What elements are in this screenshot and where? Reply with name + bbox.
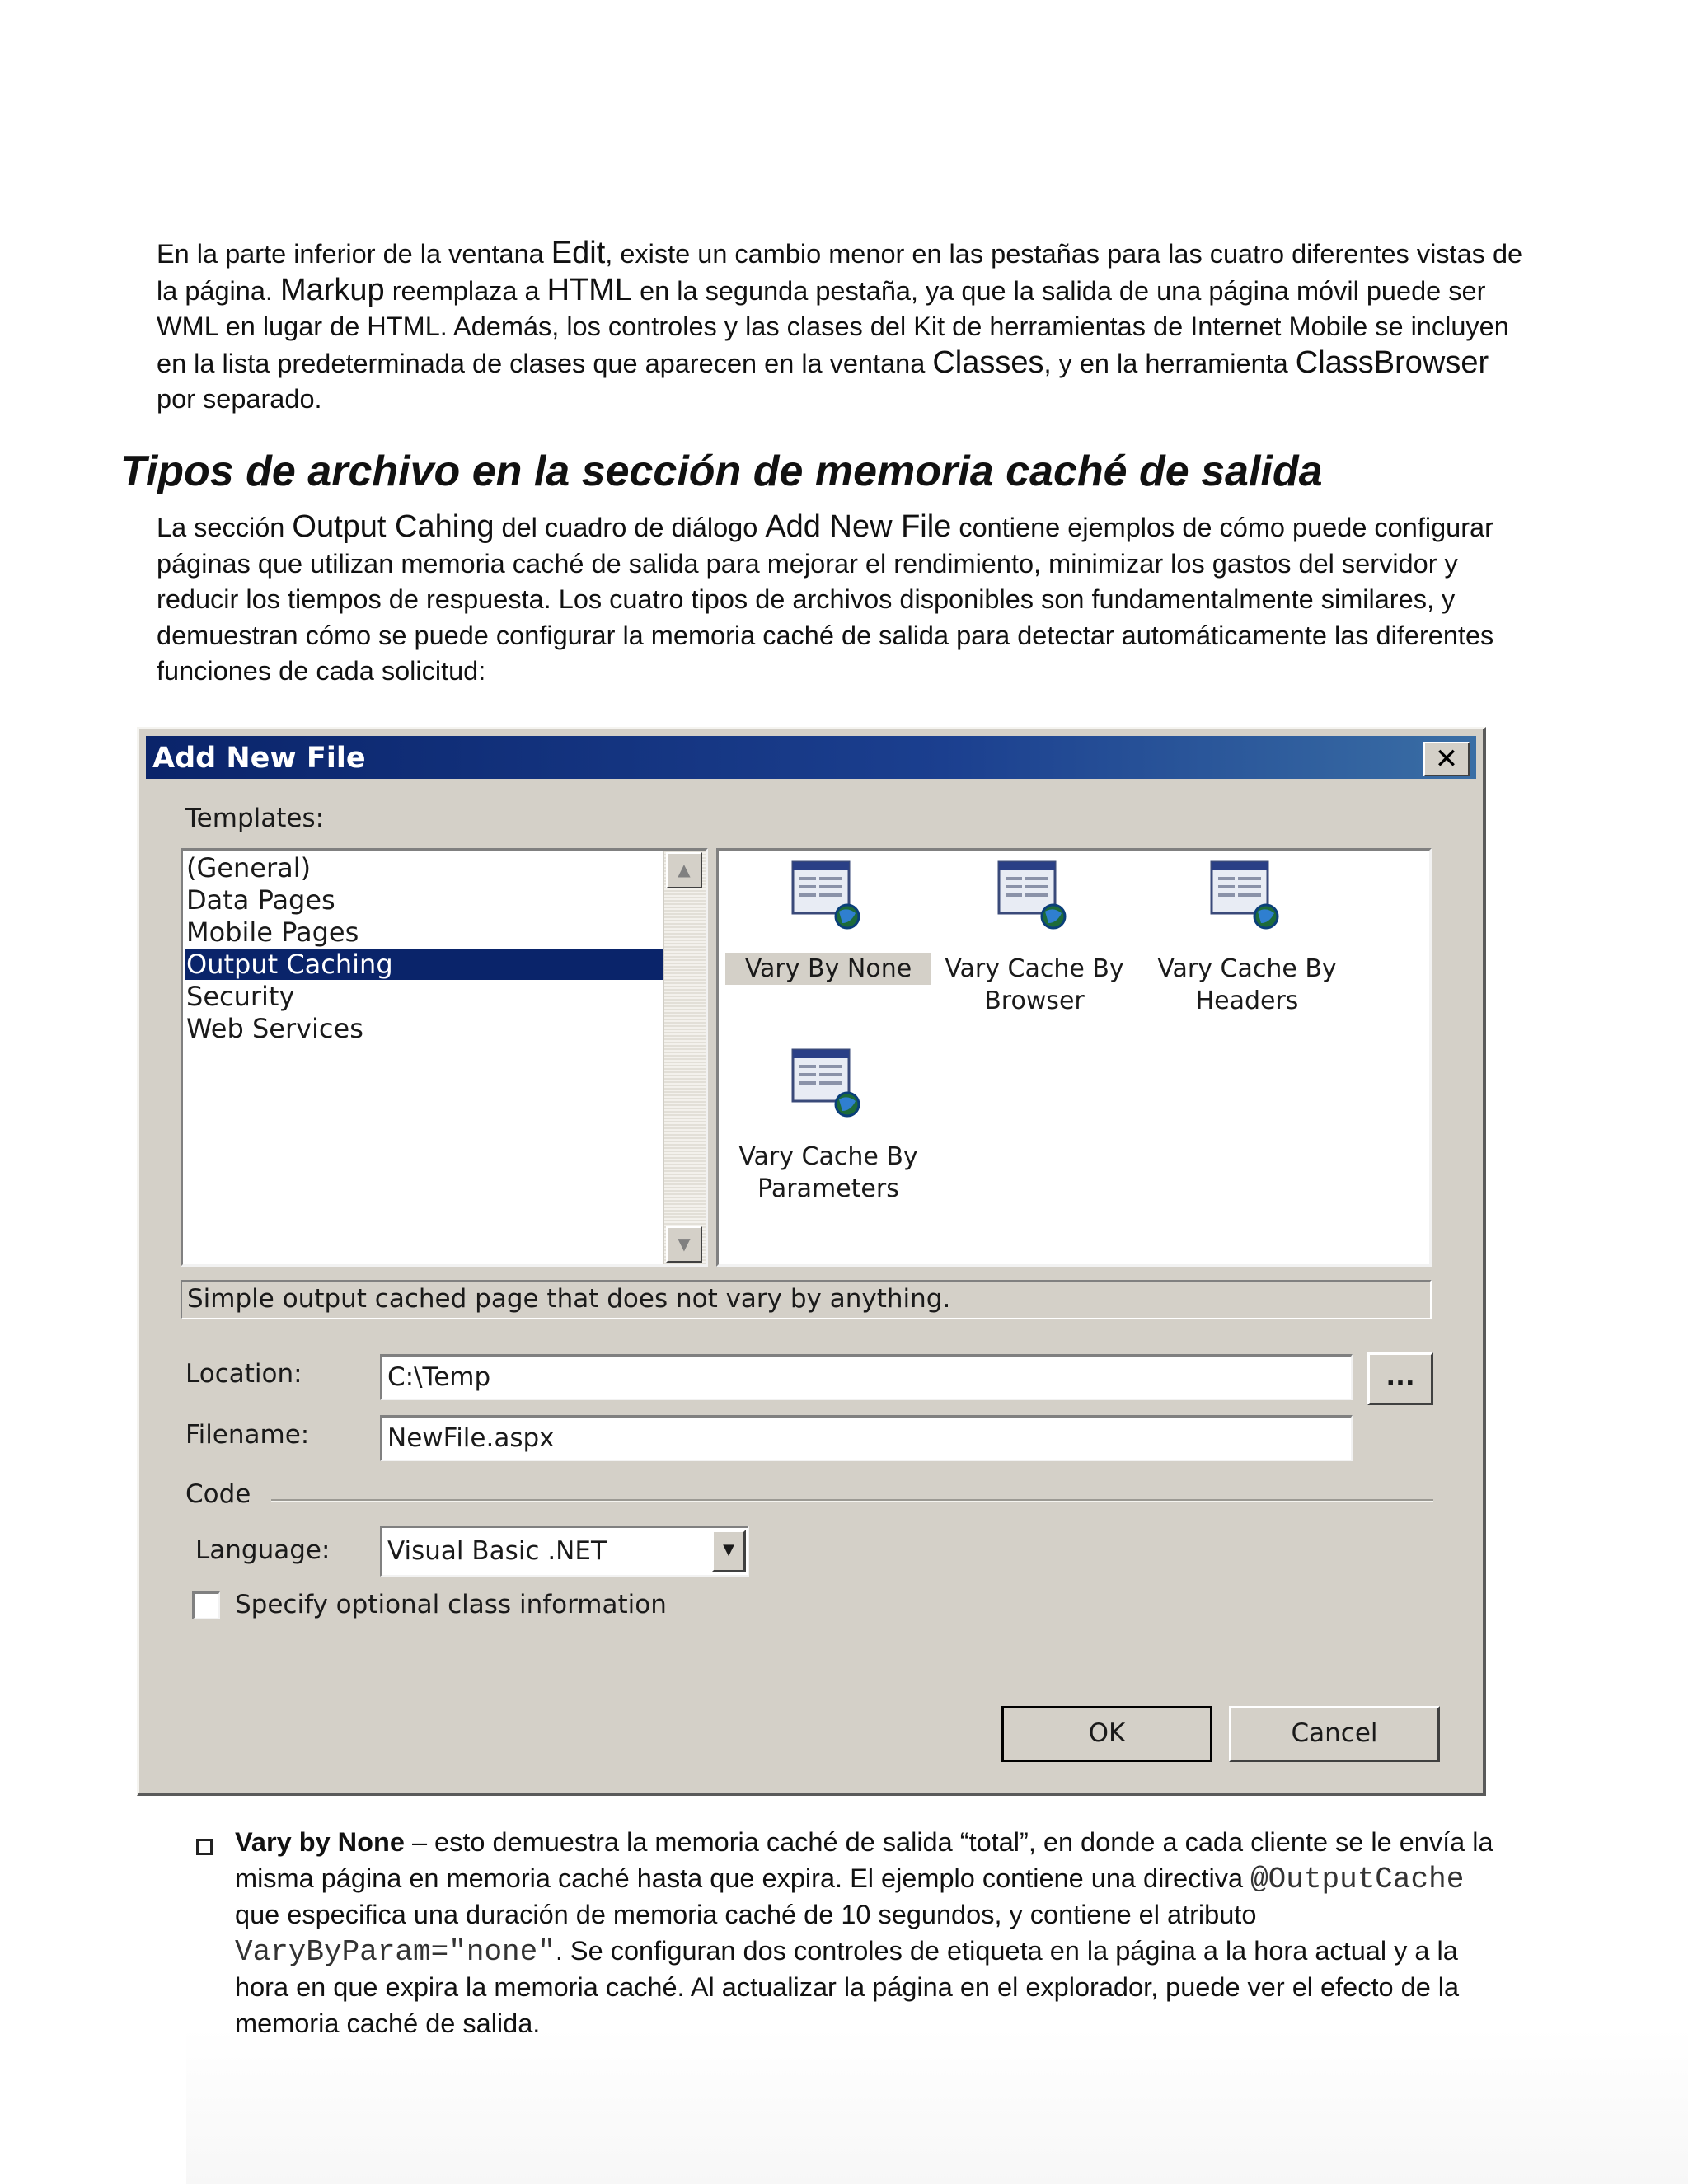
checkbox-bullet-icon [196,1839,213,1855]
close-icon: ✕ [1434,743,1459,776]
tile-label-line: Parameters [757,1174,899,1203]
language-select[interactable] [380,1526,749,1577]
tile-vary-by-none[interactable] [725,859,931,999]
add-new-file-dialog [137,727,1486,1796]
templates-label: Templates: [185,804,325,833]
intro-text: En la parte inferior de la ventana [157,239,551,269]
chevron-up-icon: ▲ [678,860,691,879]
bullet-paragraph [235,1825,1496,2041]
web-page-icon [1207,859,1281,931]
section-heading: Tipos de archivo en la sección de memoria caché de salida [120,448,1323,495]
language-dropdown-button[interactable] [711,1530,746,1572]
list-item[interactable]: Security [186,981,295,1012]
intro-text: en la segunda pestaña, ya que la salida de una página móvil puede ser WML en lugar de HTML. Además, los controles y las clases del Kit de herramientas de Internet Mobile se incluyen en la lista predeterminada de clases que aparecen en la ventana [157,275,1509,378]
scroll-up-button[interactable] [666,852,702,888]
dialog-title: Add New File [152,742,366,775]
bullet-term: Vary by None [235,1827,405,1857]
list-item[interactable]: (General) [186,852,312,883]
list-item-selected[interactable]: Output Caching [185,949,663,980]
templates-list[interactable] [181,848,708,1267]
term-edit: Edit [551,236,606,270]
web-page-icon [994,859,1068,931]
language-label: Language: [195,1535,331,1565]
tile-label: Vary By None [725,953,931,985]
filename-input[interactable]: NewFile.aspx [380,1415,1353,1461]
bullet-text: que especifica una duración de memoria caché de 10 segundos, y contiene el atributo [235,1900,1257,1929]
section-text: del cuadro de diálogo [494,513,766,542]
dialog-titlebar[interactable] [146,736,1476,779]
term-markup: Markup [279,272,385,307]
list-item[interactable]: Web Services [186,1013,363,1044]
tile-label-line: Vary Cache By [1157,954,1337,983]
chevron-down-icon: ▼ [678,1234,691,1254]
list-item[interactable]: Mobile Pages [186,916,359,948]
close-button[interactable] [1423,742,1470,776]
tile-vary-cache-by-parameters[interactable] [725,1047,931,1212]
web-page-icon [788,859,862,931]
section-paragraph [157,509,1517,690]
tile-label-line: Vary Cache By [738,1142,918,1171]
group-divider [271,1499,1433,1502]
tile-label-line: Headers [1195,987,1299,1015]
optional-class-checkbox[interactable] [192,1591,220,1619]
templates-scrollbar[interactable] [663,851,706,1264]
language-value: Visual Basic .NET [387,1536,607,1566]
code-group-label: Code [185,1479,251,1509]
bullet-text: . Se configuran dos controles de etiqueta en la página a la hora actual y a la hora en que expira la memoria caché. Al actualizar la página en el explorador, puede ver el efecto de la memoria caché de salida. [235,1935,1460,2038]
location-input[interactable]: C:\Temp [380,1354,1353,1400]
bullet-text: – esto demuestra la memoria caché de salida “total”, en donde a cada cliente se le envía la misma página en memoria caché hasta que expira. El ejemplo contiene una directiva [235,1827,1493,1893]
tile-label [931,953,1137,1017]
code-outputcache: @OutputCache [1250,1862,1465,1896]
tile-label [1144,953,1350,1017]
term-add-new-file: Add New File [765,509,952,544]
cancel-button[interactable]: Cancel [1229,1706,1440,1762]
term-html: HTML [546,272,633,307]
browse-button[interactable]: ... [1367,1352,1433,1405]
templates-tiles-panel [716,848,1432,1267]
section-text: La sección [157,513,293,542]
section-text: contiene ejemplos de cómo puede configurar páginas que utilizan memoria caché de salida para mejorar el rendimiento, minimizar los gastos del servidor y reducir los tiempos de respuesta. Los cuatro tipos de archivos disponibles son fundamentalmente similares, y demuestran cómo se puede configurar la memoria caché de salida para detectar automáticamente las diferentes funciones de cada solicitud: [157,513,1494,686]
location-label: Location: [185,1359,302,1389]
page-shade [186,2027,1688,2184]
optional-class-label[interactable]: Specify optional class information [235,1590,667,1619]
intro-text: por separado. [157,384,322,414]
filename-label: Filename: [185,1420,310,1450]
web-page-icon [788,1047,862,1119]
term-classes: Classes [932,344,1044,380]
tile-label-line: Vary Cache By [945,954,1124,983]
tile-vary-cache-by-headers[interactable] [1144,859,1350,1015]
list-item[interactable]: Data Pages [186,884,335,916]
scroll-down-button[interactable] [666,1226,702,1263]
intro-text: , y en la herramienta [1043,348,1296,378]
term-output-caching: Output Cahing [292,509,495,544]
tile-label [725,1141,931,1205]
tile-vary-cache-by-browser[interactable] [931,859,1137,1015]
intro-text: , existe un cambio menor en las pestañas para las cuatro diferentes vistas de la página. [157,239,1523,306]
chevron-down-icon: ▼ [723,1541,734,1558]
tile-label-line: Browser [984,987,1085,1015]
code-varybyparam: VaryByParam="none" [235,1934,556,1969]
intro-paragraph [157,236,1525,418]
ok-button[interactable]: OK [1001,1706,1212,1762]
term-classbrowser: ClassBrowser [1295,344,1489,380]
intro-text: reemplaza a [384,275,547,306]
template-description: Simple output cached page that does not vary by anything. [181,1280,1432,1319]
